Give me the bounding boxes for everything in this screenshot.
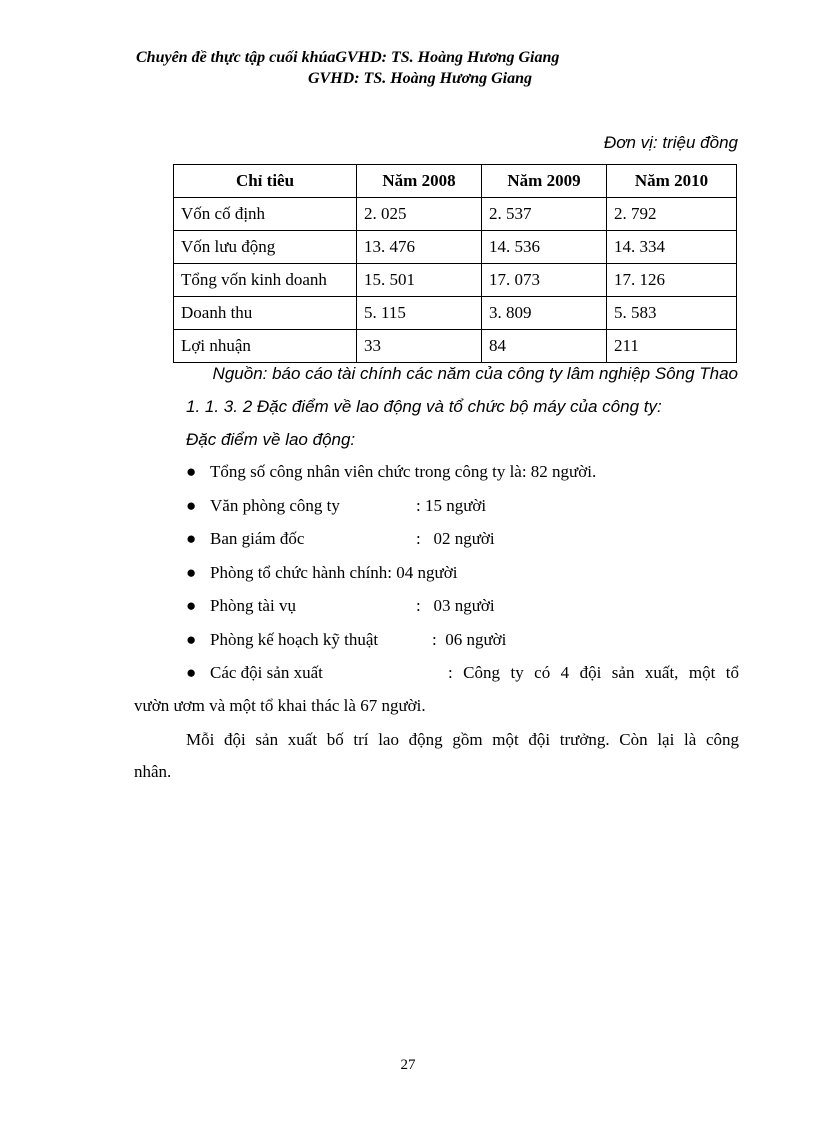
bullet-label: Văn phòng công ty xyxy=(210,496,340,515)
bullet-value: : Công ty có 4 đội sản xuất, một tổ xyxy=(448,663,739,682)
section-title: 1. 1. 3. 2 Đặc điểm về lao động và tổ chức bộ máy của công ty: xyxy=(186,397,662,416)
table-cell: 3. 809 xyxy=(482,297,607,330)
bullet-label: Phòng tổ chức hành chính: xyxy=(210,563,393,582)
table-header-cell: Chỉ tiêu xyxy=(174,165,357,198)
bullet-value: : 15 người xyxy=(416,496,487,515)
table-cell: 5. 115 xyxy=(357,297,482,330)
table-cell: Tổng vốn kinh doanh xyxy=(174,264,357,297)
table-cell: 2. 792 xyxy=(607,198,737,231)
table-cell: Vốn cố định xyxy=(174,198,357,231)
running-header-line-1: Chuyên đề thực tập cuối khúaGVHD: TS. Hoàng Hương Giang xyxy=(136,49,560,66)
paragraph-line-2: nhân. xyxy=(134,762,172,781)
bullet-item xyxy=(186,630,506,650)
bullet-item xyxy=(186,496,486,516)
table-cell: 2. 537 xyxy=(482,198,607,231)
unit-note: Đơn vị: triệu đồng xyxy=(603,133,738,152)
table-cell: 14. 334 xyxy=(607,231,737,264)
table-cell: 211 xyxy=(607,330,737,363)
financial-table xyxy=(173,164,737,363)
bullet-icon: ● xyxy=(186,596,197,615)
bullet-value: : 02 người xyxy=(416,529,495,548)
table-cell: 14. 536 xyxy=(482,231,607,264)
bullet-icon: ● xyxy=(186,462,197,481)
paragraph-line-1: Mỗi đội sản xuất bố trí lao động gồm một đội trưởng. Còn lại là công xyxy=(186,730,739,749)
table-row xyxy=(174,198,737,231)
table-header-row xyxy=(174,165,737,198)
bullet-icon: ● xyxy=(186,496,197,515)
bullet-item xyxy=(186,596,495,616)
table-cell: Vốn lưu động xyxy=(174,231,357,264)
table-header-cell: Năm 2009 xyxy=(482,165,607,198)
table-cell: Doanh thu xyxy=(174,297,357,330)
table-row xyxy=(174,231,737,264)
bullet-continuation: vườn ươm và một tổ khai thác là 67 người. xyxy=(134,696,426,715)
source-note: Nguồn: báo cáo tài chính các năm của công ty lâm nghiệp Sông Thao xyxy=(212,364,738,383)
bullet-label: Các đội sản xuất xyxy=(210,663,323,682)
bullet-icon: ● xyxy=(186,630,197,649)
table-cell: 2. 025 xyxy=(357,198,482,231)
table-header-cell: Năm 2010 xyxy=(607,165,737,198)
bullet-value: : 03 người xyxy=(416,596,495,615)
bullet-label: Phòng kế hoạch kỹ thuật xyxy=(210,630,379,649)
page-number: 27 xyxy=(400,1057,416,1073)
bullet-icon: ● xyxy=(186,563,197,582)
bullet-label: Ban giám đốc xyxy=(210,529,305,548)
bullet-icon: ● xyxy=(186,529,197,548)
table-cell: Lợi nhuận xyxy=(174,330,357,363)
table-row xyxy=(174,297,737,330)
table-cell: 15. 501 xyxy=(357,264,482,297)
running-header-line-2: GVHD: TS. Hoàng Hương Giang xyxy=(308,70,532,87)
table-cell: 5. 583 xyxy=(607,297,737,330)
bullet-value: : 06 người xyxy=(432,630,507,649)
table-cell: 33 xyxy=(357,330,482,363)
table-cell: 84 xyxy=(482,330,607,363)
bullet-icon: ● xyxy=(186,663,197,682)
bullet-item xyxy=(186,529,495,549)
table-row xyxy=(174,264,737,297)
bullet-item xyxy=(186,663,739,683)
bullet-item xyxy=(186,563,457,583)
table-row xyxy=(174,330,737,363)
table-cell: 17. 073 xyxy=(482,264,607,297)
bullet-label: Tổng số công nhân viên chức trong công ty là: 82 người. xyxy=(210,462,597,481)
table-cell: 13. 476 xyxy=(357,231,482,264)
table-cell: 17. 126 xyxy=(607,264,737,297)
bullet-label: Phòng tài vụ xyxy=(210,596,296,615)
bullet-value: 04 người xyxy=(396,563,458,582)
table-header-cell: Năm 2008 xyxy=(357,165,482,198)
subheading: Đặc điểm về lao động: xyxy=(186,430,356,449)
bullet-item xyxy=(186,462,596,482)
